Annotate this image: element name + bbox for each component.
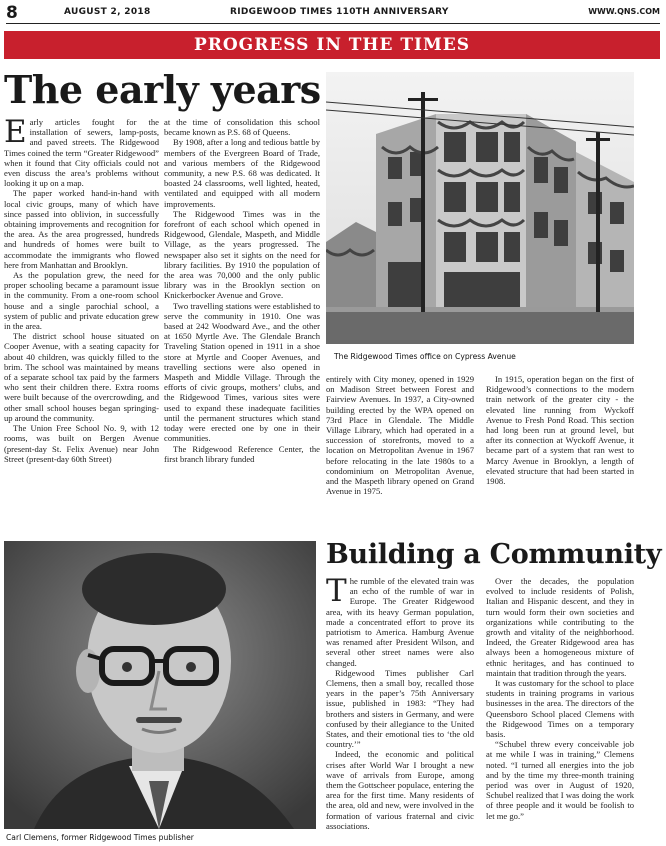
paragraph: The paper worked hand-in-hand with local civic groups, many of which have since passed into oblivion, in successfully obtaining improvements and recognition for the area. As the area progressed, hundreds and hundreds of homes were built to accommodate the immigrants who flowed here from Manhattan and Brooklyn. [4,188,159,270]
paragraph: “Schubel threw every conceivable job at me while I was in training,” Clemens noted. “I turned all energies into the job and by the time my three-month training period was over in August of 1920, Schubel realized that I was doing the work of three people and it would be foolish to let me go.” [486,739,634,821]
section-banner: PROGRESS IN THE TIMES [4,31,660,59]
article1-column-2 [164,117,320,464]
paragraph: at the time of consolidation this school became known as P.S. 68 of Queens. [164,117,320,138]
paragraph: By 1908, after a long and tedious battle by members of the Evergreen Board of Trade, and various members of the Ridgewood community, a new P.S. 68 was dedicated. It boasted 24 classrooms, well lighted, heated, ventilated and equipped with all modern improvements. [164,137,320,209]
building-illustration [326,72,634,344]
headline-building-community: Building a Community [326,539,662,570]
article1-column-3 [326,374,474,496]
paragraph: Ridgewood Times publisher Carl Clemens, then a small boy, recalled those years in the paper’s 75th Anniversary issue, published in 1983: “They had brothers and sisters in Germany, and were confused by their allegiance to the United States, and their emotional ties to ‘the old country.’” [326,667,474,750]
paragraph: The Ridgewood Reference Center, the first branch library funded [164,443,320,464]
paragraph: Indeed, the economic and political crises after World War I brought a new wave of arrivals from Europe, among them the Gottscheer populace, entering the area for the first time. Many residents of the area, old and new, were involved in the formation of various fraternal and civic associations. [326,749,474,831]
page-number: 8 [6,3,18,23]
dropcap: E [4,114,27,150]
carl-clemens-portrait [4,541,316,829]
paragraph: he rumble of the elevated train was an echo of the rumble of war in Europe. The Greater Ridgewood area, with its heavy German population, made a concentrated effort to prove its patriotism to America. Hamburg Avenue was renamed after President Wilson, and several other street names were also changed. [326,576,474,668]
article1-column-1 [4,114,159,464]
paragraph: arly articles fought for the installation of sewers, lamp-posts, and paved streets. The Ridgewood Times coined the term “Greater Ridgewood” when it found that City officials could not even discuss the area’s problems without looking it up on a map. [4,117,159,189]
article1-column-4 [486,374,634,486]
article2-column-2 [486,576,634,821]
paragraph: It was customary for the school to place students in training programs in various businesses in the area. The directors of the Queensboro School placed Clemens with the Ridgewood Times on a temporary basis. [486,678,634,740]
paragraph: As the population grew, the need for proper schooling became a paramount issue in the community. From a one-room school house and a single parochial school, a system of public and private education grew in the area. [4,270,159,332]
paragraph: The Union Free School No. 9, with 12 rooms, was built on Bergen Avenue (present-day St. Felix Avenue) near John Street (present-day 60th Street) [4,423,159,464]
portrait-caption: Carl Clemens, former Ridgewood Times publisher [6,833,194,842]
paragraph: In 1915, operation began on the first of Ridgewood’s connections to the modern train network of the greater city - the elevated line running from Wyckoff Avenue to Fresh Pond Road. This section had long been run at ground level, but after its connection at Wyckoff Avenue, it became part of a system that ran west to Marcy Avenue in Brooklyn, a length of elevated structure that had been started in 1908. [486,374,634,487]
paragraph: The district school house situated on Cooper Avenue, with a seating capacity for about 40 children, was quickly filled to the brim. The school was maintained by means of a separate school tax paid by the farmers who sent their children there. Extra rooms were built because of the overcrowding, and other small school houses began springing-up around the community. [4,331,159,423]
issue-date: AUGUST 2, 2018 [64,7,151,17]
dropcap: T [326,573,347,609]
portrait-illustration [4,541,316,829]
article2-column-1 [326,573,474,831]
publication-name: RIDGEWOOD TIMES 110TH ANNIVERSARY [230,7,449,17]
paragraph: entirely with City money, opened in 1929 on Madison Street between Forest and Fairview Avenues. In 1937, a City-owned building erected by the WPA opened on 73rd Place in Glendale. The Middle Village Library, which had operated in a succession of storefronts, moved to a location on Metropolitan Avenue in 1967 before relocating in the late 1980s to a condominium on Metropolitan Avenue, and the Maspeth library opened on Grand Avenue in 1975. [326,374,474,497]
office-building-photo [326,72,634,344]
office-photo-caption: The Ridgewood Times office on Cypress Avenue [334,352,516,361]
website-link[interactable]: WWW.QNS.COM [588,7,660,16]
paragraph: Over the decades, the population evolved to include residents of Polish, Italian and Hispanic descent, and they in turn would form their own societies and organizations while contributing to the growth and vitality of the neighborhood. Indeed, the Greater Ridgewood area has always been a homogeneous mixture of ethnic heritages, and has continued to maintain that tradition through the years. [486,576,634,678]
paragraph: Two travelling stations were established to serve the community in 1910. One was based at 242 Woodward Ave., and the other at 1650 Myrtle Ave. The Glendale Branch Traveling Station opened in 1911 in a shoe store at Myrtle and Cooper Avenues, and travelling sections were also opened in Maspeth and Middle Village. Through the efforts of civic groups, mothers’ clubs, and the Ridgewood Times, various sites were used to expand these inadequate facilities until the permanent structures which stand today were erected one by one in their communities. [164,300,320,444]
page-header [6,4,660,24]
headline-early-years: The early years [4,67,321,112]
paragraph: The Ridgewood Times was in the forefront of each school which opened in Ridgewood, Glendale, Maspeth, and Middle Village, as the years progressed. The newspaper also set it sights on the need for library facilities. By 1910 the population of the area was 70,000 and the only public library was in the Brooklyn section on Knickerbocker Avenue and Grove. [164,208,320,301]
